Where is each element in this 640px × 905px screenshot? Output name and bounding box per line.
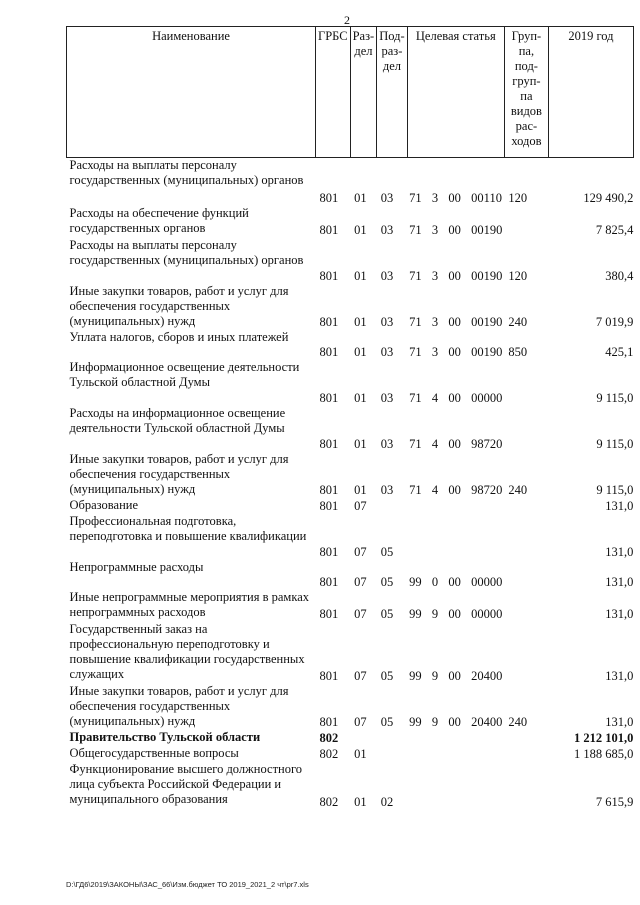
cell-razd: 01 <box>354 794 367 809</box>
cell-name: Профессиональная подготовка, переподготовка и повышение квалификации <box>69 513 307 543</box>
cell-razd: 01 <box>354 436 367 451</box>
cell-razd: 07 <box>354 574 367 589</box>
header-gruppa: Груп- па, под- груп- па видов рас- ходов <box>504 27 548 158</box>
cell-val: 9 115,0 <box>596 482 634 497</box>
cell-name: Иные непрограммные мероприятия в рамках непрограммных расходов <box>69 589 310 619</box>
cell-podr <box>377 730 407 746</box>
cell-name: Государственный заказ на профессиональную переподготовку и повышение квалификации государственных служащих <box>69 621 305 681</box>
cell-cel: 71 4 00 00000 <box>409 390 503 405</box>
cell-podr: 03 <box>380 482 394 497</box>
cell-val: 131,0 <box>605 544 634 559</box>
cell-grp: 240 <box>508 314 528 329</box>
cell-cel <box>407 746 504 762</box>
cell-name: Правительство Тульской области <box>69 729 261 744</box>
cell-name: Общегосударственные вопросы <box>69 745 239 760</box>
table-row <box>67 452 634 498</box>
table-body <box>67 158 634 810</box>
cell-grp <box>504 746 548 762</box>
cell-podr: 05 <box>380 606 394 621</box>
cell-name: Непрограммные расходы <box>69 559 204 574</box>
cell-name: Расходы на обеспечение функций государственных органов <box>69 205 249 235</box>
cell-grp <box>504 206 548 238</box>
table-row <box>67 746 634 762</box>
cell-grbs: 801 <box>319 344 339 359</box>
table-row <box>67 406 634 452</box>
cell-grp: 240 <box>508 482 528 497</box>
header-podrazdel: Под- раз- дел <box>377 27 407 158</box>
cell-podr: 03 <box>380 222 394 237</box>
cell-podr: 03 <box>380 314 394 329</box>
cell-grp <box>504 498 548 514</box>
cell-val: 131,0 <box>605 668 634 683</box>
cell-grbs: 801 <box>319 714 339 729</box>
cell-val: 9 115,0 <box>596 436 634 451</box>
header-name: Наименование <box>67 27 316 158</box>
cell-val: 131,0 <box>605 606 634 621</box>
cell-podr: 02 <box>380 794 394 809</box>
cell-name: Расходы на выплаты персоналу государственных (муниципальных) органов <box>69 237 304 267</box>
cell-name: Информационное освещение деятельности Тульской областной Думы <box>69 359 300 389</box>
cell-val: 380,4 <box>605 268 634 283</box>
cell-grbs: 801 <box>319 574 339 589</box>
cell-grp <box>504 730 548 746</box>
cell-grbs: 801 <box>319 314 339 329</box>
cell-cel: 71 3 00 00190 <box>409 344 503 359</box>
cell-razd: 01 <box>354 746 367 761</box>
cell-grbs: 801 <box>319 544 339 559</box>
table-row <box>67 514 634 560</box>
table-row <box>67 360 634 406</box>
cell-cel: 99 9 00 00000 <box>409 606 503 621</box>
cell-grbs: 801 <box>319 436 339 451</box>
cell-name: Расходы на информационное освещение деятельности Тульской областной Думы <box>69 405 286 435</box>
cell-razd: 07 <box>354 544 367 559</box>
cell-val: 9 115,0 <box>596 390 634 405</box>
cell-grbs: 801 <box>319 498 339 513</box>
header-grbs: ГРБС <box>316 27 351 158</box>
cell-cel: 71 3 00 00190 <box>409 268 503 283</box>
cell-grp <box>504 590 548 622</box>
cell-cel: 99 9 00 20400 <box>409 668 503 683</box>
cell-podr: 03 <box>380 190 394 205</box>
table-row <box>67 330 634 360</box>
cell-podr <box>377 498 407 514</box>
cell-val: 1 188 685,0 <box>574 746 634 761</box>
cell-razd: 01 <box>354 190 367 205</box>
cell-grbs: 801 <box>319 190 339 205</box>
cell-name: Иные закупки товаров, работ и услуг для обеспечения государственных (муниципальных) нужд <box>69 683 289 728</box>
cell-grp: 120 <box>508 190 528 205</box>
table-row <box>67 560 634 590</box>
cell-razd: 01 <box>354 268 367 283</box>
cell-grbs: 802 <box>319 794 339 809</box>
cell-cel: 71 3 00 00190 <box>409 222 503 237</box>
cell-val: 131,0 <box>605 714 634 729</box>
cell-razd: 07 <box>354 606 367 621</box>
cell-podr: 05 <box>380 668 394 683</box>
cell-razd: 01 <box>354 344 367 359</box>
budget-table <box>66 26 634 810</box>
cell-val: 7 019,9 <box>595 314 634 329</box>
cell-grbs: 801 <box>319 268 339 283</box>
table-row <box>67 590 634 622</box>
cell-podr: 03 <box>380 390 394 405</box>
cell-podr: 05 <box>380 574 394 589</box>
cell-val: 131,0 <box>605 574 634 589</box>
cell-podr: 03 <box>380 436 394 451</box>
cell-grbs: 802 <box>319 730 339 745</box>
table-row <box>67 284 634 330</box>
cell-grp <box>504 762 548 810</box>
cell-val: 425,1 <box>605 344 634 359</box>
header-year: 2019 год <box>548 27 633 158</box>
cell-cel: 99 9 00 20400 <box>409 714 503 729</box>
header-celevaya: Целевая статья <box>407 27 504 158</box>
cell-cel: 71 4 00 98720 <box>409 436 503 451</box>
cell-val: 1 212 101,0 <box>574 730 634 745</box>
cell-grbs: 801 <box>319 668 339 683</box>
cell-cel <box>407 762 504 810</box>
cell-name: Образование <box>69 497 139 512</box>
cell-grbs: 801 <box>319 606 339 621</box>
cell-razd: 01 <box>354 482 367 497</box>
table-row <box>67 238 634 284</box>
file-path-footer: D:\ГД6\2019\ЗАКОНЫ\ЗАС_66\Изм.бюджет ТО 2019_2021_2 чт\pr7.xls <box>66 880 309 889</box>
cell-grbs: 801 <box>319 222 339 237</box>
table-row <box>67 206 634 238</box>
cell-podr: 03 <box>380 268 394 283</box>
cell-val: 7 825,4 <box>595 222 634 237</box>
table-row <box>67 622 634 684</box>
cell-razd: 07 <box>354 498 367 513</box>
table-row <box>67 158 634 206</box>
cell-name: Расходы на выплаты персоналу государственных (муниципальных) органов <box>69 158 304 187</box>
cell-name: Функционирование высшего должностного лица субъекта Российской Федерации и муниципального образования <box>69 761 303 806</box>
cell-cel <box>407 730 504 746</box>
cell-name: Иные закупки товаров, работ и услуг для обеспечения государственных (муниципальных) нужд <box>69 283 289 328</box>
table-row <box>67 498 634 514</box>
cell-razd <box>350 730 377 746</box>
cell-grp <box>504 622 548 684</box>
table-row <box>67 684 634 730</box>
cell-cel: 99 0 00 00000 <box>409 574 503 589</box>
cell-grp: 120 <box>508 268 528 283</box>
cell-podr: 03 <box>380 344 394 359</box>
cell-cel: 71 3 00 00190 <box>409 314 503 329</box>
table-row <box>67 762 634 810</box>
cell-podr: 05 <box>380 544 394 559</box>
cell-val: 129 490,2 <box>583 190 634 205</box>
table-row <box>67 730 634 746</box>
cell-razd: 01 <box>354 314 367 329</box>
cell-name: Уплата налогов, сборов и иных платежей <box>69 329 289 344</box>
cell-grp: 850 <box>508 344 528 359</box>
cell-grbs: 802 <box>319 746 339 761</box>
cell-name: Иные закупки товаров, работ и услуг для обеспечения государственных (муниципальных) нужд <box>69 451 289 496</box>
cell-cel: 71 3 00 00110 <box>409 190 502 205</box>
cell-cel: 71 4 00 98720 <box>409 482 503 497</box>
cell-val: 131,0 <box>605 498 634 513</box>
cell-razd: 01 <box>354 390 367 405</box>
cell-grp: 240 <box>508 714 528 729</box>
cell-val: 7 615,9 <box>595 794 634 809</box>
header-razdel: Раз- дел <box>350 27 377 158</box>
cell-razd: 07 <box>354 668 367 683</box>
cell-cel <box>407 514 504 560</box>
cell-razd: 07 <box>354 714 367 729</box>
cell-grp <box>504 514 548 560</box>
cell-grbs: 801 <box>319 482 339 497</box>
cell-grp <box>504 560 548 590</box>
cell-cel <box>407 498 504 514</box>
cell-grp <box>504 360 548 406</box>
cell-razd: 01 <box>354 222 367 237</box>
cell-podr <box>377 746 407 762</box>
cell-grbs: 801 <box>319 390 339 405</box>
table-header-row <box>67 27 634 158</box>
cell-podr: 05 <box>380 714 394 729</box>
cell-grp <box>504 406 548 452</box>
